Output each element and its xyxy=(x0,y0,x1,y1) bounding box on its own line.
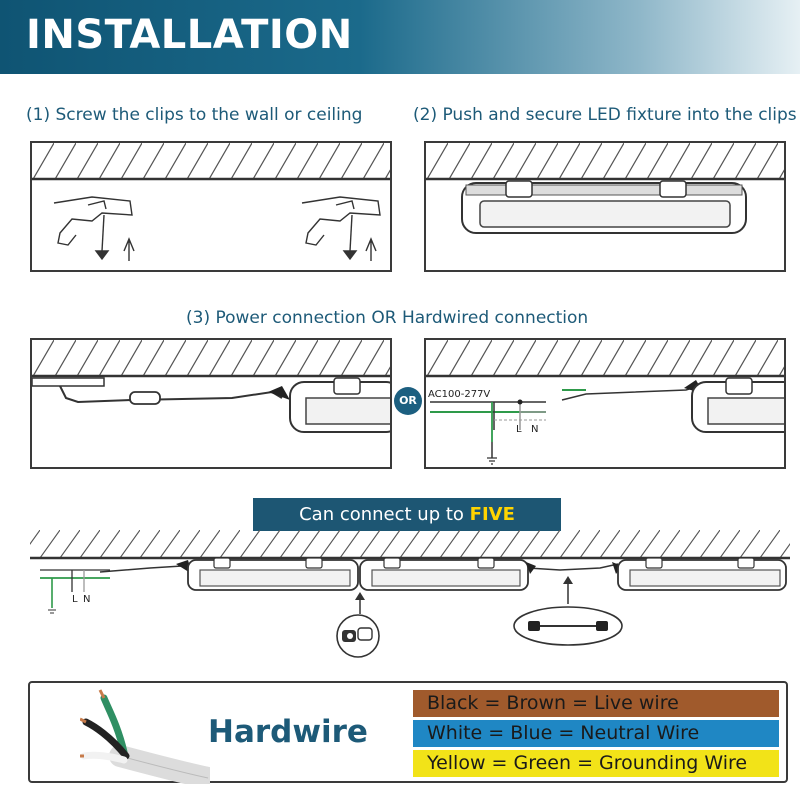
legend-ground: Yellow = Green = Grounding Wire xyxy=(413,750,779,777)
step-1-panel xyxy=(30,141,392,272)
fixture-mount-diagram xyxy=(426,143,786,272)
step-3-label: (3) Power connection OR Hardwired connection xyxy=(186,308,589,328)
connect-banner xyxy=(253,498,561,531)
hardwire-title: Hardwire xyxy=(208,714,368,750)
linked-fixtures-diagram xyxy=(0,530,800,660)
clip-a-icon xyxy=(506,181,532,197)
wire-cable-icon xyxy=(80,686,210,784)
hardwired-panel xyxy=(424,338,786,469)
clip-b-icon xyxy=(660,181,686,197)
clip-left-icon xyxy=(54,197,134,261)
page-title: INSTALLATION xyxy=(26,12,353,58)
power-cord-diagram xyxy=(32,340,392,469)
clips-diagram xyxy=(32,143,392,272)
neutral-terminal-label: N xyxy=(531,424,539,435)
step-2-panel xyxy=(424,141,786,272)
legend-live: Black = Brown = Live wire xyxy=(413,690,779,717)
power-cord-panel xyxy=(30,338,392,469)
or-badge: OR xyxy=(394,387,422,415)
legend-neutral: White = Blue = Neutral Wire xyxy=(413,720,779,747)
feed-live-label: L xyxy=(72,594,78,605)
hardwired-diagram xyxy=(426,340,786,469)
live-terminal-label: L xyxy=(516,424,522,435)
connect-highlight: FIVE xyxy=(469,504,515,525)
clip-right-icon xyxy=(302,197,380,261)
step-1-label: (1) Screw the clips to the wall or ceiling xyxy=(26,105,363,125)
connect-prefix: Can connect up to xyxy=(299,504,470,525)
step-2-label: (2) Push and secure LED fixture into the clips xyxy=(413,105,797,125)
feed-neutral-label: N xyxy=(83,594,91,605)
voltage-label: AC100-277V xyxy=(428,389,491,400)
inline-switch-icon xyxy=(130,392,160,404)
